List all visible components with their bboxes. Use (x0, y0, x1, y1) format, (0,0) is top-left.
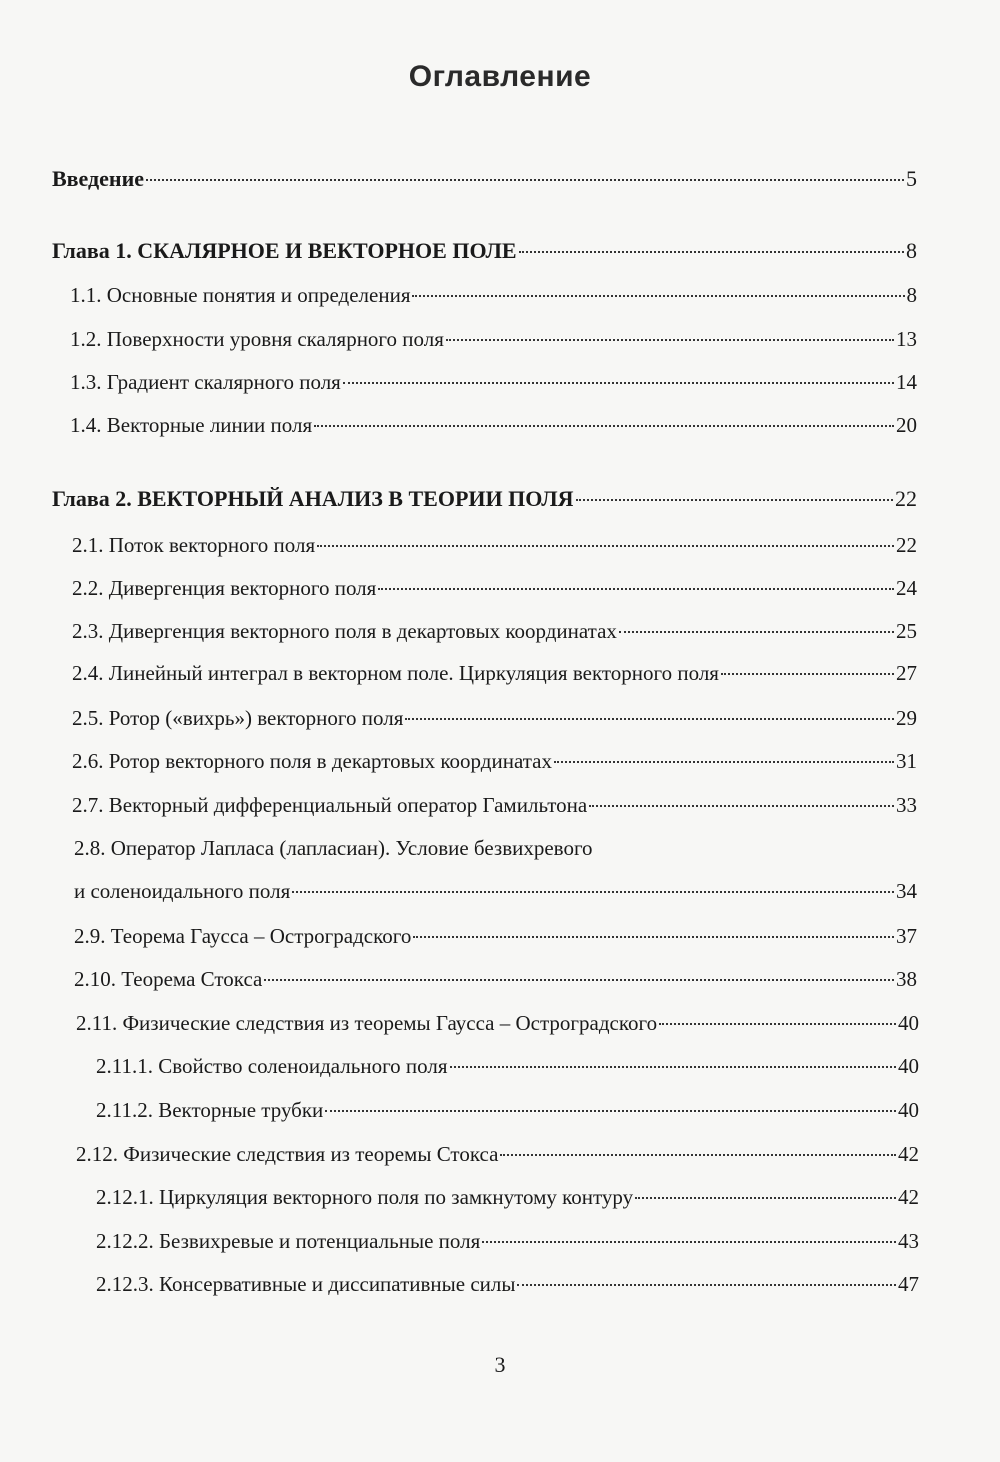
toc-entry-page: 8 (906, 238, 917, 263)
toc-entry-2-8-line1[interactable] (74, 835, 917, 861)
dot-leader (343, 382, 894, 384)
dot-leader (619, 631, 894, 633)
toc-entry-label: Введение (52, 166, 145, 191)
toc-entry-2-12-3[interactable] (96, 1271, 919, 1297)
toc-entry-2-4[interactable] (72, 660, 917, 686)
toc-entry-label: 2.10. Теорема Стокса (74, 967, 263, 991)
toc-entry-label: 2.12. Физические следствия из теоремы Стокса (76, 1142, 499, 1166)
toc-entry-label: 1.1. Основные понятия и определения (70, 283, 411, 307)
page-title: Оглавление (408, 60, 592, 93)
toc-entry-2-3[interactable] (72, 618, 917, 644)
toc-entry-page: 14 (896, 370, 917, 394)
toc-entry-1-4[interactable] (70, 412, 917, 438)
page-number: 3 (494, 1352, 506, 1377)
toc-entry-label: 2.12.1. Циркуляция векторного поля по замкнутому контуру (96, 1185, 634, 1209)
toc-entry-page: 43 (898, 1229, 919, 1253)
dot-leader (317, 545, 894, 547)
toc-entry-2-11[interactable] (76, 1010, 919, 1036)
toc-entry-label: 1.2. Поверхности уровня скалярного поля (70, 327, 444, 351)
toc-entry-label: 2.11.1. Свойство соленоидального поля (96, 1054, 448, 1078)
toc-entry-label: 2.7. Векторный дифференциальный оператор Гамильтона (72, 793, 588, 817)
toc-entry-2-10[interactable] (74, 966, 917, 992)
toc-entry-label: 2.11. Физические следствия из теоремы Гаусса – Остроградского (76, 1011, 658, 1035)
toc-entry-page: 47 (898, 1272, 919, 1296)
toc-entry-label: 2.5. Ротор («вихрь») векторного поля (72, 706, 404, 730)
toc-entry-page: 34 (896, 879, 917, 903)
toc-entry-page: 38 (896, 967, 917, 991)
dot-leader (450, 1066, 896, 1068)
toc-entry-page: 5 (906, 166, 917, 191)
toc-entry-label: 1.4. Векторные линии поля (70, 413, 313, 437)
toc-entry-page: 29 (896, 706, 917, 730)
toc-entry-2-1[interactable] (72, 532, 917, 558)
toc-entry-page: 42 (898, 1142, 919, 1166)
dot-leader (635, 1197, 896, 1199)
dot-leader (659, 1023, 896, 1025)
toc-entry-chapter-1[interactable] (52, 238, 917, 264)
toc-entry-page: 40 (898, 1098, 919, 1122)
toc-entry-label: 2.6. Ротор векторного поля в декартовых координатах (72, 749, 552, 773)
toc-entry-2-8-line2[interactable] (74, 878, 917, 904)
toc-entry-2-12-2[interactable] (96, 1228, 919, 1254)
dot-leader (519, 251, 904, 253)
toc-entry-page: 20 (896, 413, 917, 437)
dot-leader (482, 1241, 896, 1243)
toc-entry-label: 2.12.3. Консервативные и диссипативные силы (96, 1272, 516, 1296)
toc-entry-label: 2.8. Оператор Лапласа (лапласиан). Условие безвихревого (74, 836, 593, 860)
toc-entry-page: 25 (896, 619, 917, 643)
toc-entry-page: 13 (896, 327, 917, 351)
dot-leader (292, 891, 894, 893)
dot-leader (721, 673, 894, 675)
dot-leader (517, 1284, 896, 1286)
toc-entry-page: 40 (898, 1054, 919, 1078)
toc-entry-2-12-1[interactable] (96, 1184, 919, 1210)
toc-entry-label: и соленоидального поля (74, 879, 291, 903)
toc-entry-page: 27 (896, 661, 917, 685)
dot-leader (314, 425, 894, 427)
dot-leader (146, 179, 904, 181)
toc-entry-label: Глава 1. СКАЛЯРНОЕ И ВЕКТОРНОЕ ПОЛЕ (52, 238, 517, 263)
toc-entry-2-11-2[interactable] (96, 1097, 919, 1123)
toc-entry-2-9[interactable] (74, 923, 917, 949)
toc-entry-2-2[interactable] (72, 575, 917, 601)
toc-entry-page: 31 (896, 749, 917, 773)
toc-entry-label: 2.9. Теорема Гаусса – Остроградского (74, 924, 412, 948)
dot-leader (576, 499, 893, 501)
toc-entry-label: 2.1. Поток векторного поля (72, 533, 316, 557)
toc-entry-page: 42 (898, 1185, 919, 1209)
toc-entry-page: 40 (898, 1011, 919, 1035)
toc-entry-2-6[interactable] (72, 748, 917, 774)
toc-entry-page: 8 (906, 283, 917, 307)
dot-leader (446, 339, 894, 341)
dot-leader (500, 1154, 896, 1156)
toc-entry-label: 1.3. Градиент скалярного поля (70, 370, 341, 394)
dot-leader (412, 295, 904, 297)
dot-leader (413, 936, 894, 938)
toc-entry-2-7[interactable] (72, 792, 917, 818)
dot-leader (554, 761, 894, 763)
toc-entry-label: 2.12.2. Безвихревые и потенциальные поля (96, 1229, 481, 1253)
dot-leader (405, 718, 894, 720)
toc-entry-page: 33 (896, 793, 917, 817)
toc-entry-label: 2.2. Дивергенция векторного поля (72, 576, 377, 600)
toc-entry-intro[interactable] (52, 166, 917, 192)
dot-leader (378, 588, 894, 590)
toc-entry-1-3[interactable] (70, 369, 917, 395)
dot-leader (589, 805, 894, 807)
dot-leader (325, 1110, 896, 1112)
toc-entry-2-11-1[interactable] (96, 1053, 919, 1079)
toc-entry-2-5[interactable] (72, 705, 917, 731)
toc-entry-page: 22 (895, 486, 917, 511)
toc-entry-page: 24 (896, 576, 917, 600)
toc-entry-page: 37 (896, 924, 917, 948)
toc-entry-label: 2.4. Линейный интеграл в векторном поле. Циркуляция векторного поля (72, 661, 719, 685)
toc-entry-2-12[interactable] (76, 1141, 919, 1167)
toc-entry-label: 2.11.2. Векторные трубки (96, 1098, 324, 1122)
toc-entry-1-1[interactable] (70, 282, 917, 308)
toc-entry-1-2[interactable] (70, 326, 917, 352)
toc-entry-chapter-2[interactable] (52, 486, 917, 512)
toc-entry-label: Глава 2. ВЕКТОРНЫЙ АНАЛИЗ В ТЕОРИИ ПОЛЯ (52, 486, 574, 511)
toc-entry-label: 2.3. Дивергенция векторного поля в декартовых координатах (72, 619, 617, 643)
toc-entry-page: 22 (896, 533, 917, 557)
dot-leader (264, 979, 894, 981)
